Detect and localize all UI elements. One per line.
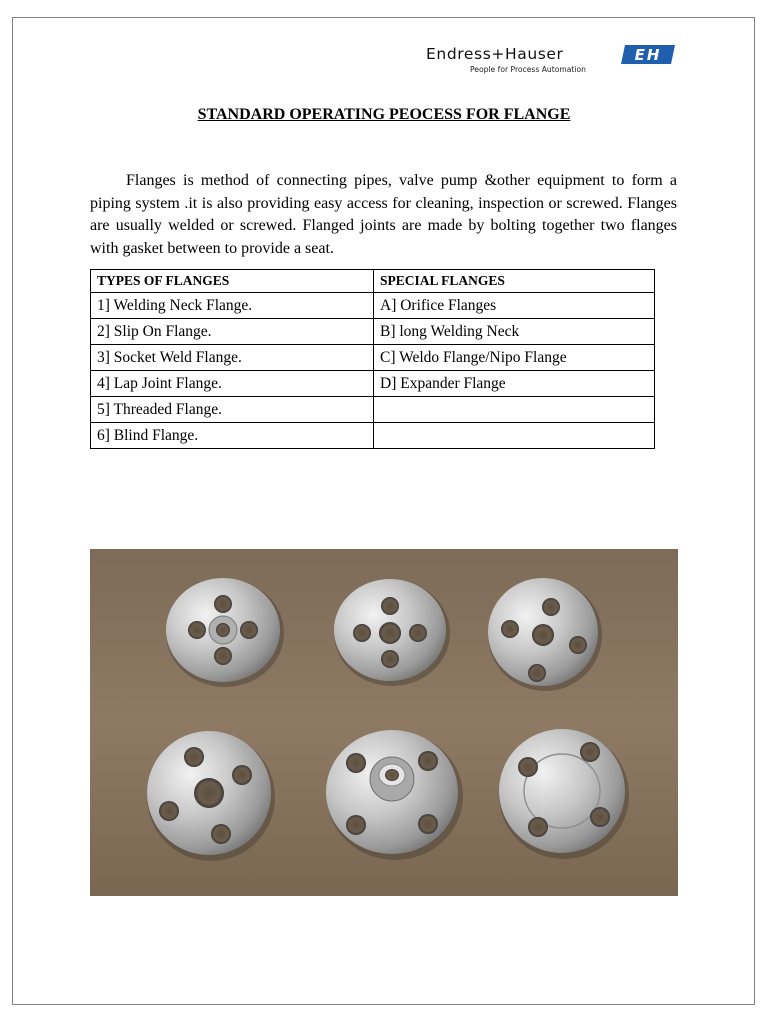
flanges-photo	[90, 549, 678, 896]
intro-paragraph: Flanges is method of connecting pipes, valve pump &other equipment to form a piping system .it is also providing easy access for cleaning, inspection or screwed. Flanges are usually welded or screwed. Flanged joints are made by bolting together two flanges with gasket between to provide a seat.	[90, 172, 677, 257]
table-cell: A] Orifice Flanges	[374, 293, 655, 319]
table-cell: 4] Lap Joint Flange.	[91, 371, 374, 397]
logo-tagline: People for Process Automation	[470, 65, 586, 74]
logo-name: Endress+Hauser	[426, 45, 564, 63]
company-logo	[424, 44, 676, 76]
table-row	[91, 345, 655, 371]
table-cell: C] Weldo Flange/Nipo Flange	[374, 345, 655, 371]
table-cell	[374, 423, 655, 449]
table-cell: 1] Welding Neck Flange.	[91, 293, 374, 319]
flange-types-table	[90, 269, 655, 449]
logo-mark-text: EH	[634, 46, 662, 64]
table-cell	[374, 397, 655, 423]
table-header-row	[91, 270, 655, 293]
table-cell: 2] Slip On Flange.	[91, 319, 374, 345]
header-types-of-flanges: TYPES OF FLANGES	[91, 270, 374, 293]
table-cell: 3] Socket Weld Flange.	[91, 345, 374, 371]
eh-logo-icon	[621, 45, 675, 64]
table-cell: 5] Threaded Flange.	[91, 397, 374, 423]
table-row	[91, 319, 655, 345]
document-title: STANDARD OPERATING PEOCESS FOR FLANGE	[197, 106, 571, 123]
table-row	[91, 371, 655, 397]
table-cell: D] Expander Flange	[374, 371, 655, 397]
table-cell: B] long Welding Neck	[374, 319, 655, 345]
table-row	[91, 293, 655, 319]
table-row	[91, 423, 655, 449]
table-cell: 6] Blind Flange.	[91, 423, 374, 449]
header-special-flanges: SPECIAL FLANGES	[374, 270, 655, 293]
table-row	[91, 397, 655, 423]
